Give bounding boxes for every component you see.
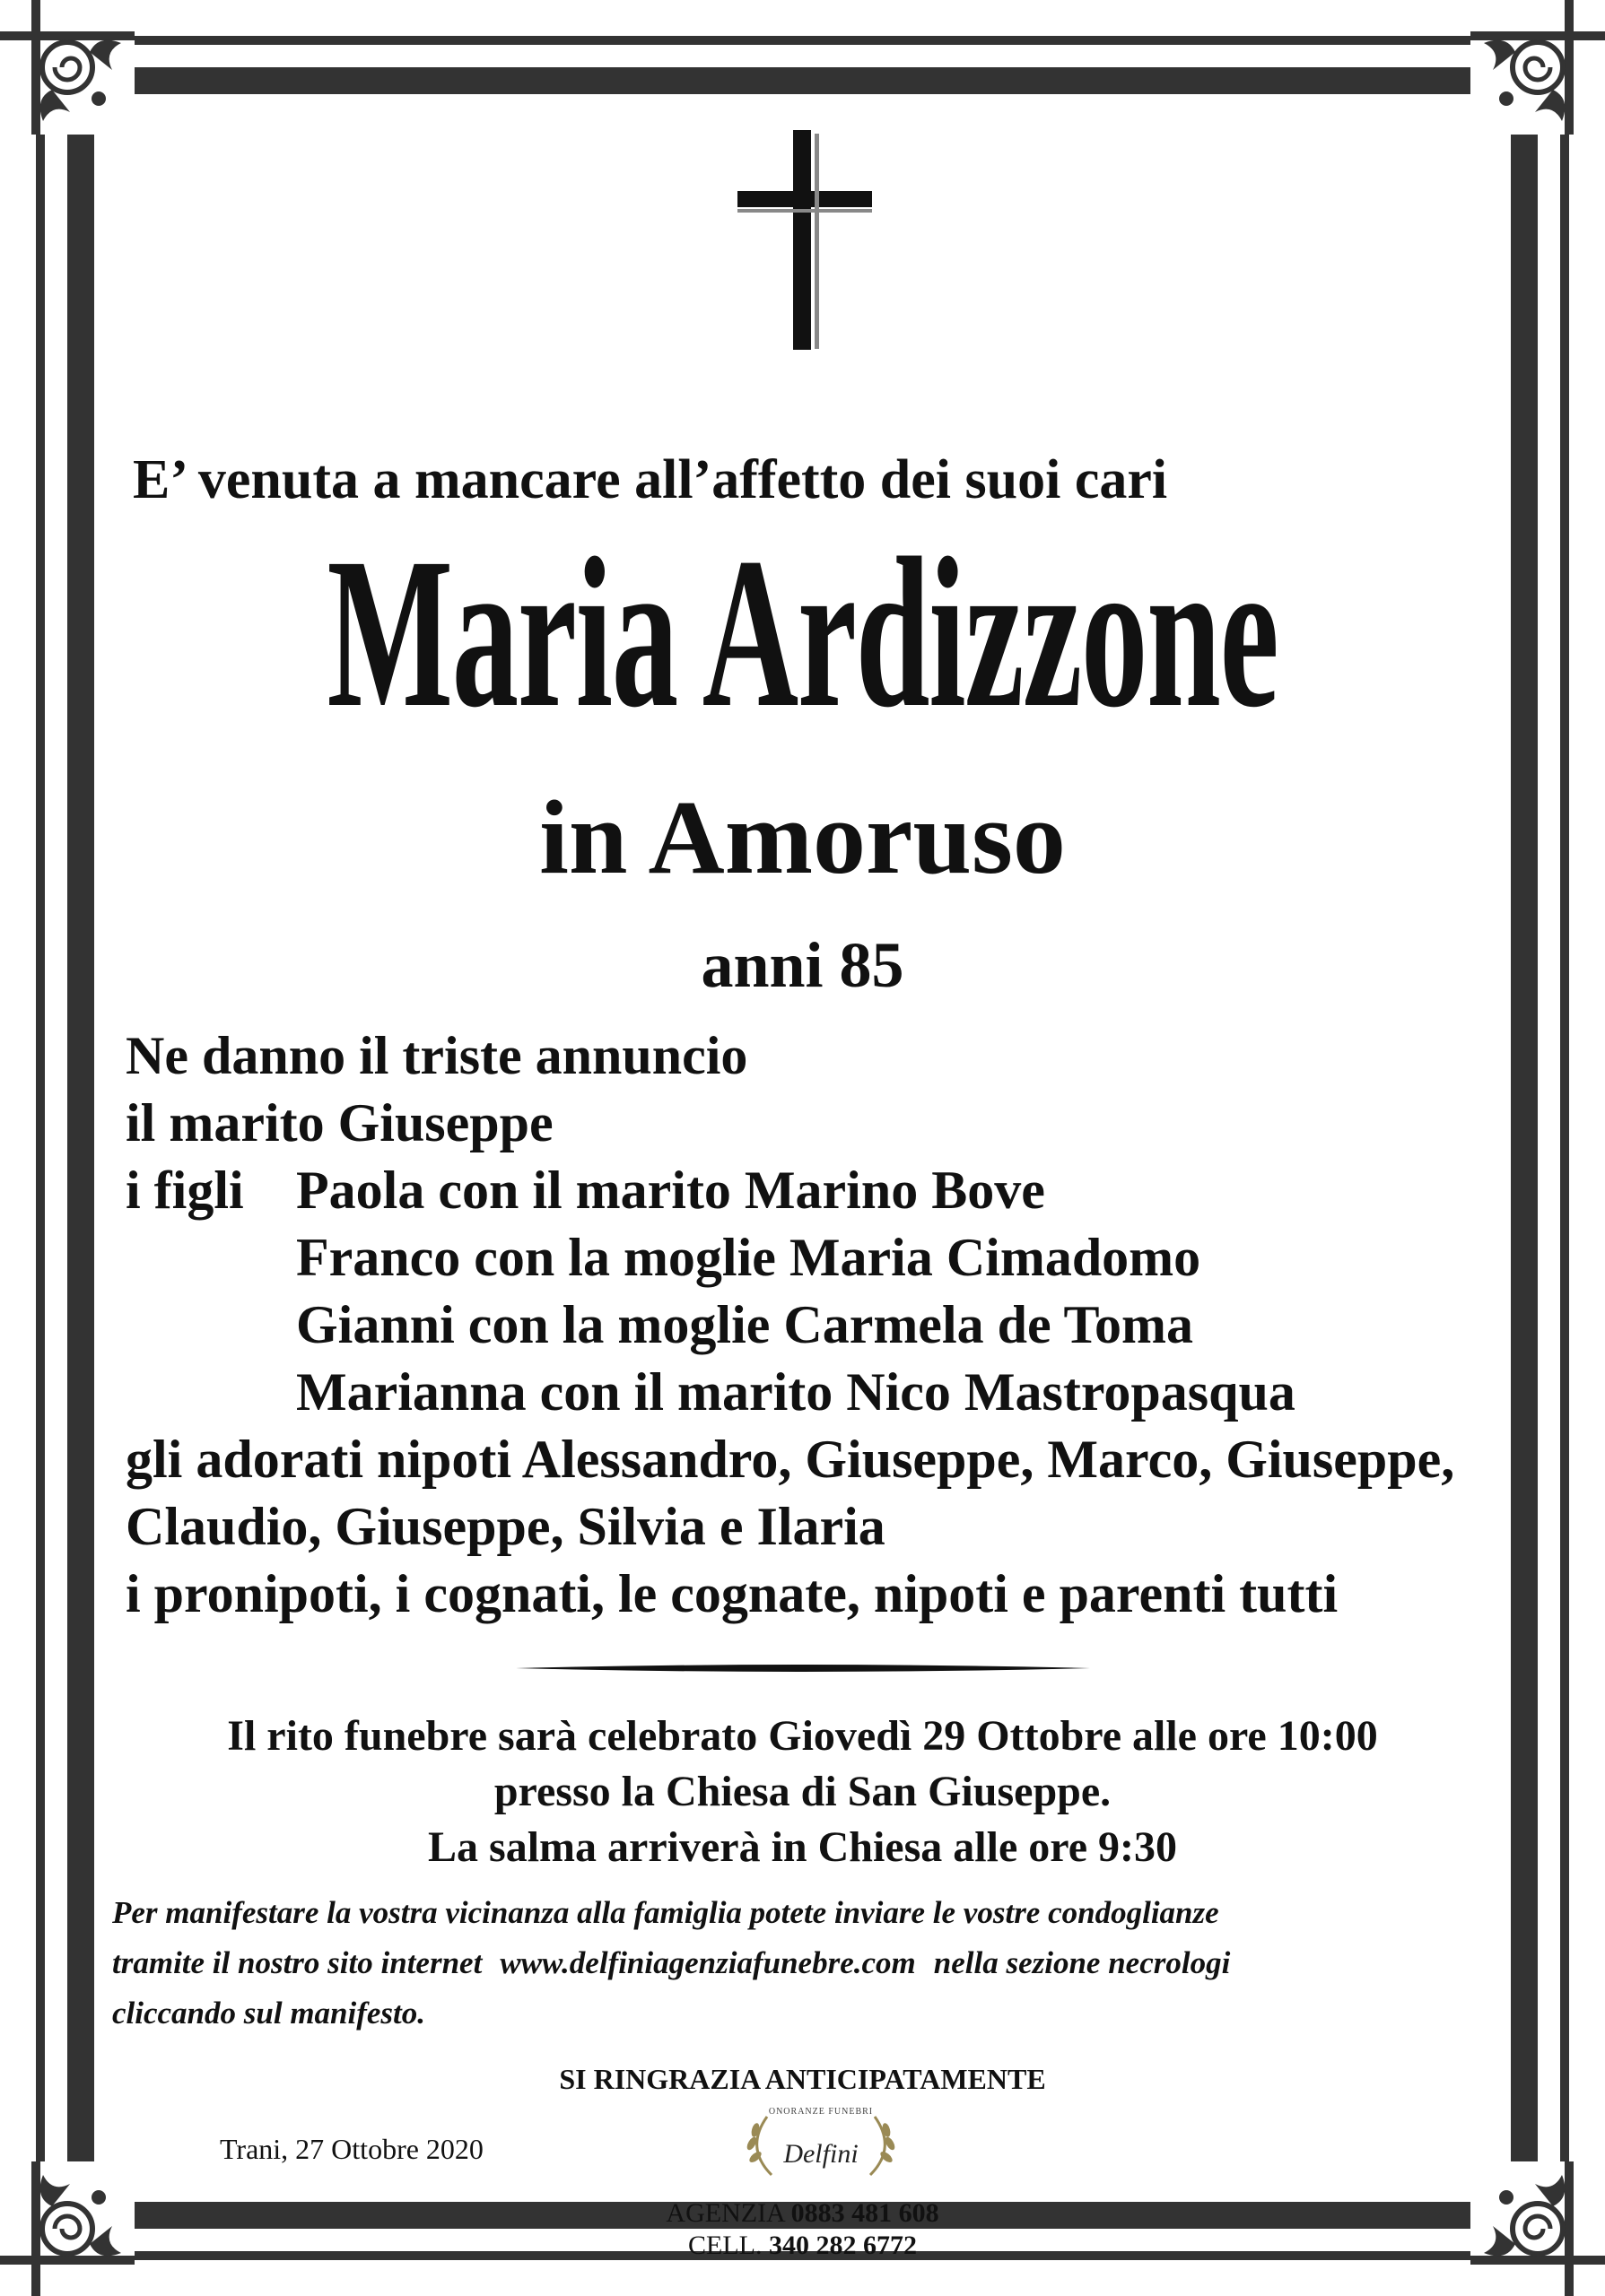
thanks-text: SI RINGRAZIA ANTICIPATAMENTE <box>559 2063 1046 2095</box>
child-entry: Paola con il marito Marino Bove <box>296 1161 1045 1220</box>
agency-logo <box>736 2103 906 2188</box>
place-date: Trani, 27 Ottobre 2020 <box>220 2133 484 2165</box>
child-entry: Franco con la moglie Maria Cimadomo <box>296 1228 1201 1287</box>
husband-line: il marito Giuseppe <box>126 1093 554 1152</box>
website-link[interactable]: www.delfiniagenziafunebre.com <box>500 1945 916 1980</box>
logo-name: Delfini <box>783 2139 859 2169</box>
age-text: anni 85 <box>701 929 904 1001</box>
grandchildren-line: Claudio, Giuseppe, Silvia e Ilaria <box>126 1497 885 1556</box>
funeral-line: La salma arriverà in Chiesa alle ore 9:30 <box>428 1823 1177 1871</box>
mobile-label: CELL. <box>688 2231 763 2260</box>
intro-text: E’ venuta a mancare all’affetto dei suoi cari <box>133 449 1168 510</box>
condolences-line: Per manifestare la vostra vicinanza alla famiglia potete inviare le vostre condoglianze <box>112 1895 1219 1930</box>
announcement-block <box>126 1022 1454 1628</box>
funeral-info <box>0 1709 1605 1875</box>
agency-mobile-row <box>0 2230 1605 2262</box>
agency-phone-row <box>0 2197 1605 2230</box>
condolences-text: nella sezione necrologi <box>933 1945 1231 1980</box>
logo-tagline: ONORANZE FUNEBRI <box>768 2107 874 2117</box>
funeral-line: presso la Chiesa di San Giuseppe. <box>493 1768 1112 1815</box>
agency-contacts <box>0 2197 1605 2262</box>
phone-label: AGENZIA <box>666 2198 785 2228</box>
phone-number: 0883 481 608 <box>790 2198 939 2228</box>
married-name: in Amoruso <box>539 778 1066 896</box>
announcement-line: Ne danno il triste annuncio <box>126 1026 748 1085</box>
corner-ornament-icon <box>0 0 135 135</box>
cross-icon <box>737 130 872 350</box>
condolences-text: tramite il nostro sito internet <box>112 1945 483 1980</box>
separator-line <box>516 1664 1090 1673</box>
children-label: i figli <box>126 1161 244 1220</box>
condolences-note <box>112 1888 1230 2039</box>
corner-ornament-icon <box>1470 0 1605 135</box>
child-entry: Gianni con la moglie Carmela de Toma <box>296 1295 1194 1354</box>
child-entry: Marianna con il marito Nico Mastropasqua <box>296 1362 1295 1422</box>
grandchildren-line: gli adorati nipoti Alessandro, Giuseppe, Marco, Giuseppe, <box>126 1430 1455 1489</box>
mobile-number: 340 282 6772 <box>769 2231 917 2260</box>
deceased-name: Maria Ardizzone <box>327 513 1278 752</box>
condolences-line: cliccando sul manifesto. <box>112 1996 426 2031</box>
children-line <box>126 1157 1454 1224</box>
condolences-line <box>112 1938 1230 1988</box>
funeral-line: Il rito funebre sarà celebrato Giovedì 29 Ottobre alle ore 10:00 <box>227 1712 1378 1760</box>
relatives-line: i pronipoti, i cognati, le cognate, nipoti e parenti tutti <box>126 1564 1339 1623</box>
